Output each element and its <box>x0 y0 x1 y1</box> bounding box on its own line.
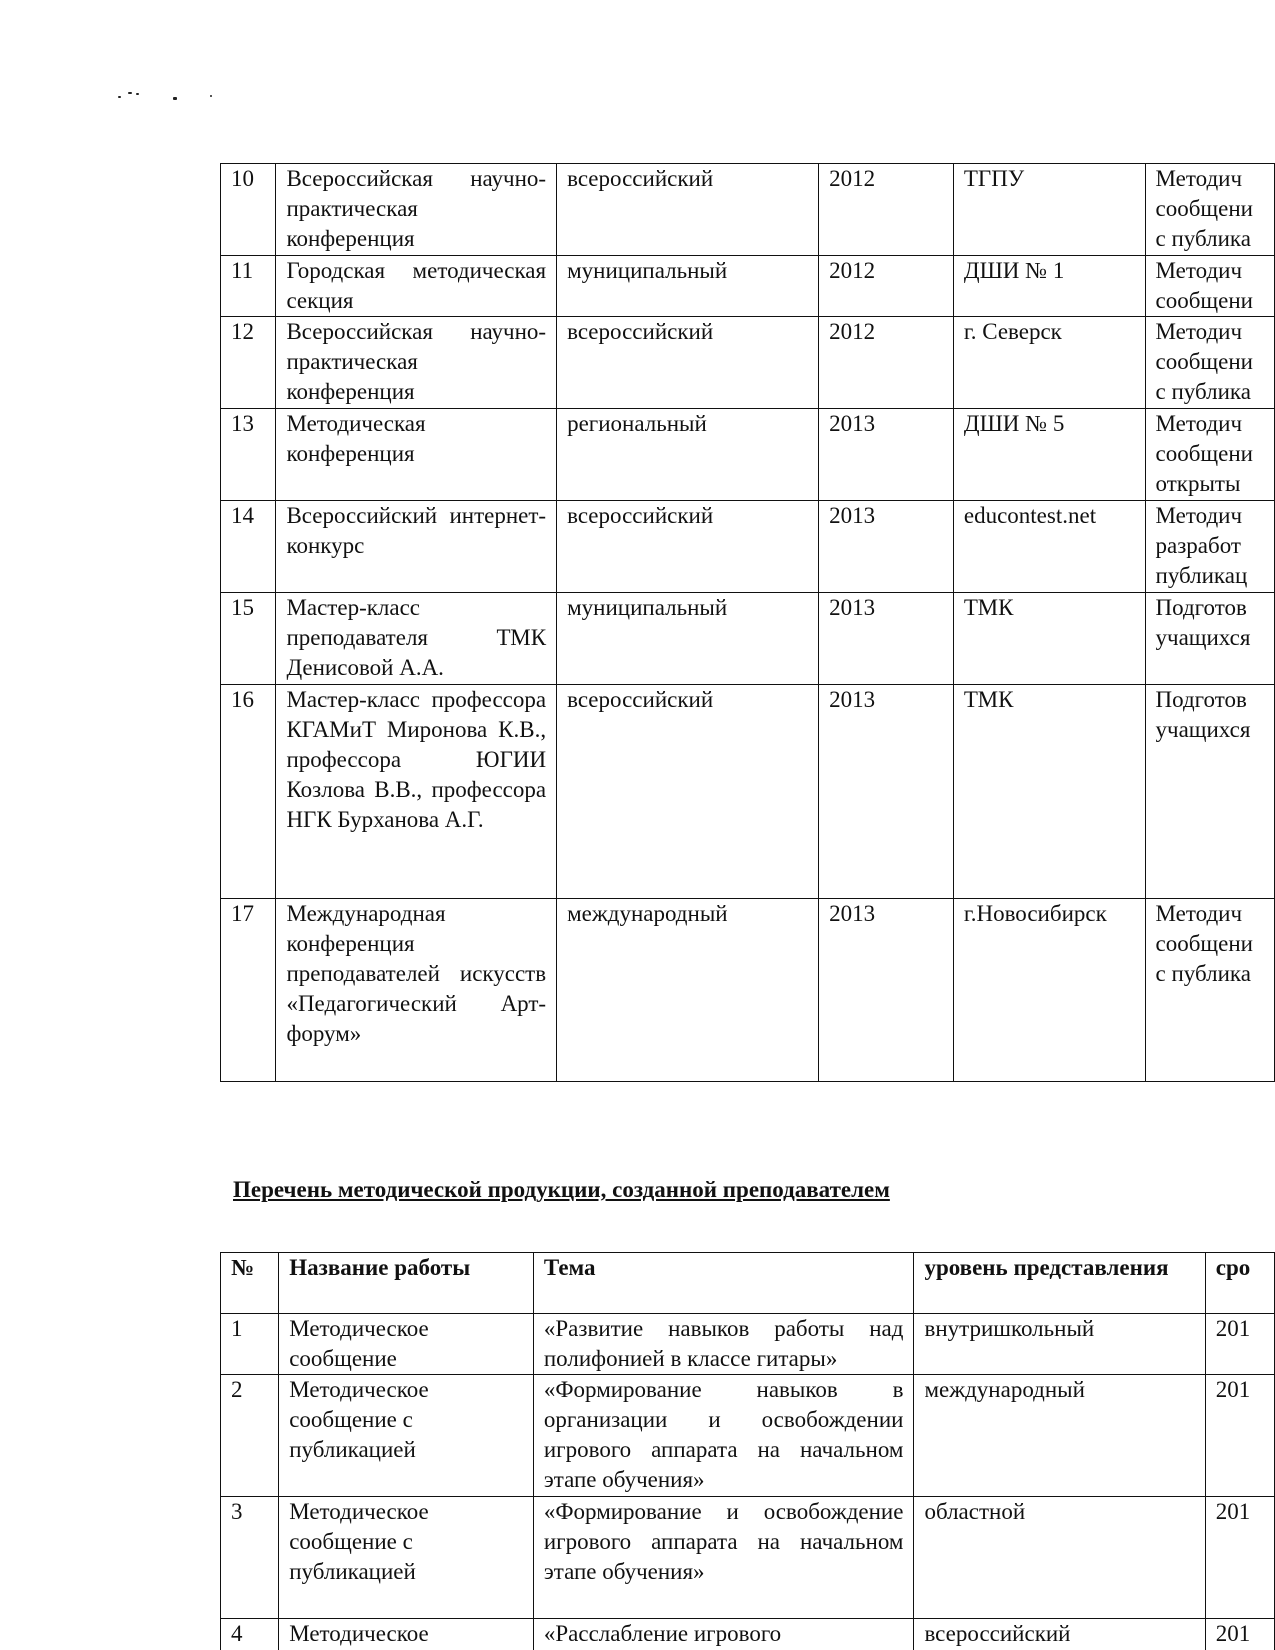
event-place: ДШИ № 1 <box>953 256 1145 317</box>
event-year: 2013 <box>819 685 954 899</box>
work-term: 201 <box>1205 1375 1274 1497</box>
event-form: Подготов учащихся <box>1145 593 1274 685</box>
header-name: Название работы <box>279 1253 534 1314</box>
event-form: Подготов учащихся <box>1145 685 1274 899</box>
work-topic: «Формирование и освобождение игрового аппарата на начальном этапе обучения» <box>533 1497 914 1619</box>
event-place: ТГПУ <box>953 164 1145 256</box>
row-number: 16 <box>221 685 276 899</box>
work-topic: «Формирование навыков в организации и освобождении игрового аппарата на начальном этапе обучения» <box>533 1375 914 1497</box>
work-term: 201 <box>1205 1314 1274 1375</box>
event-form: Методич сообщени с публика <box>1145 317 1274 409</box>
row-number: 10 <box>221 164 276 256</box>
event-level: всероссийский <box>557 685 819 899</box>
table-row <box>221 164 1275 256</box>
event-place: ТМК <box>953 685 1145 899</box>
event-form: Методич сообщени открыты <box>1145 409 1274 501</box>
event-year: 2013 <box>819 593 954 685</box>
work-level: внутришкольный <box>914 1314 1205 1375</box>
work-topic: «Расслабление игрового <box>533 1619 914 1650</box>
table-row <box>221 1375 1275 1497</box>
work-level: областной <box>914 1497 1205 1619</box>
event-form: Методич разработ публикац <box>1145 501 1274 593</box>
work-term: 201 <box>1205 1497 1274 1619</box>
header-level: уровень представления <box>914 1253 1205 1314</box>
event-year: 2013 <box>819 501 954 593</box>
table-row <box>221 256 1275 317</box>
event-year: 2012 <box>819 164 954 256</box>
table-row <box>221 899 1275 1082</box>
section-title: Перечень методической продукции, созданной преподавателем <box>233 1177 890 1202</box>
table-row <box>221 1497 1275 1619</box>
event-name: Всероссийская научно-практическая конференция <box>276 164 557 256</box>
event-name: Всероссийский интернет-конкурс <box>276 501 557 593</box>
scan-specks <box>118 88 218 102</box>
products-header-row <box>221 1253 1275 1314</box>
row-number: 13 <box>221 409 276 501</box>
event-form: Методич сообщени <box>1145 256 1274 317</box>
row-number: 4 <box>221 1619 279 1650</box>
table-row <box>221 1619 1275 1650</box>
table-row <box>221 501 1275 593</box>
row-number: 2 <box>221 1375 279 1497</box>
work-name: Методическое сообщение с публикацией <box>279 1497 534 1619</box>
work-name: Методическое сообщение с публикацией <box>279 1375 534 1497</box>
row-number: 11 <box>221 256 276 317</box>
work-level: всероссийский <box>914 1619 1205 1650</box>
row-number: 15 <box>221 593 276 685</box>
event-place: г. Северск <box>953 317 1145 409</box>
table-row <box>221 593 1275 685</box>
event-level: муниципальный <box>557 256 819 317</box>
event-name: Мастер-класс профессора КГАМиТ Миронова К.В., профессора ЮГИИ Козлова В.В., профессора НГК Бурханова А.Г. <box>276 685 557 899</box>
event-place: educontest.net <box>953 501 1145 593</box>
header-topic: Тема <box>533 1253 914 1314</box>
event-level: всероссийский <box>557 317 819 409</box>
work-name: Методическое сообщение <box>279 1314 534 1375</box>
event-name: Методическая конференция <box>276 409 557 501</box>
event-level: международный <box>557 899 819 1082</box>
table-row <box>221 409 1275 501</box>
event-year: 2013 <box>819 899 954 1082</box>
work-term: 201 <box>1205 1619 1274 1650</box>
row-number: 17 <box>221 899 276 1082</box>
event-name: Международная конференция преподавателей искусств «Педагогический Арт-форум» <box>276 899 557 1082</box>
event-place: г.Новосибирск <box>953 899 1145 1082</box>
row-number: 12 <box>221 317 276 409</box>
event-place: ТМК <box>953 593 1145 685</box>
event-year: 2012 <box>819 256 954 317</box>
event-year: 2012 <box>819 317 954 409</box>
row-number: 3 <box>221 1497 279 1619</box>
event-level: муниципальный <box>557 593 819 685</box>
event-form: Методич сообщени с публика <box>1145 899 1274 1082</box>
header-num: № <box>221 1253 279 1314</box>
products-table <box>220 1252 1275 1650</box>
work-topic: «Развитие навыков работы над полифонией в классе гитары» <box>533 1314 914 1375</box>
event-place: ДШИ № 5 <box>953 409 1145 501</box>
header-term: сро <box>1205 1253 1274 1314</box>
table-row <box>221 1314 1275 1375</box>
event-level: всероссийский <box>557 164 819 256</box>
event-name: Всероссийская научно-практическая конференция <box>276 317 557 409</box>
event-level: всероссийский <box>557 501 819 593</box>
row-number: 1 <box>221 1314 279 1375</box>
event-form: Методич сообщени с публика <box>1145 164 1274 256</box>
events-table <box>220 163 1275 1082</box>
work-name: Методическое <box>279 1619 534 1650</box>
event-name: Мастер-класс преподавателя ТМК Денисовой А.А. <box>276 593 557 685</box>
row-number: 14 <box>221 501 276 593</box>
event-year: 2013 <box>819 409 954 501</box>
table-row <box>221 317 1275 409</box>
event-name: Городская методическая секция <box>276 256 557 317</box>
event-level: региональный <box>557 409 819 501</box>
work-level: международный <box>914 1375 1205 1497</box>
table-row <box>221 685 1275 899</box>
